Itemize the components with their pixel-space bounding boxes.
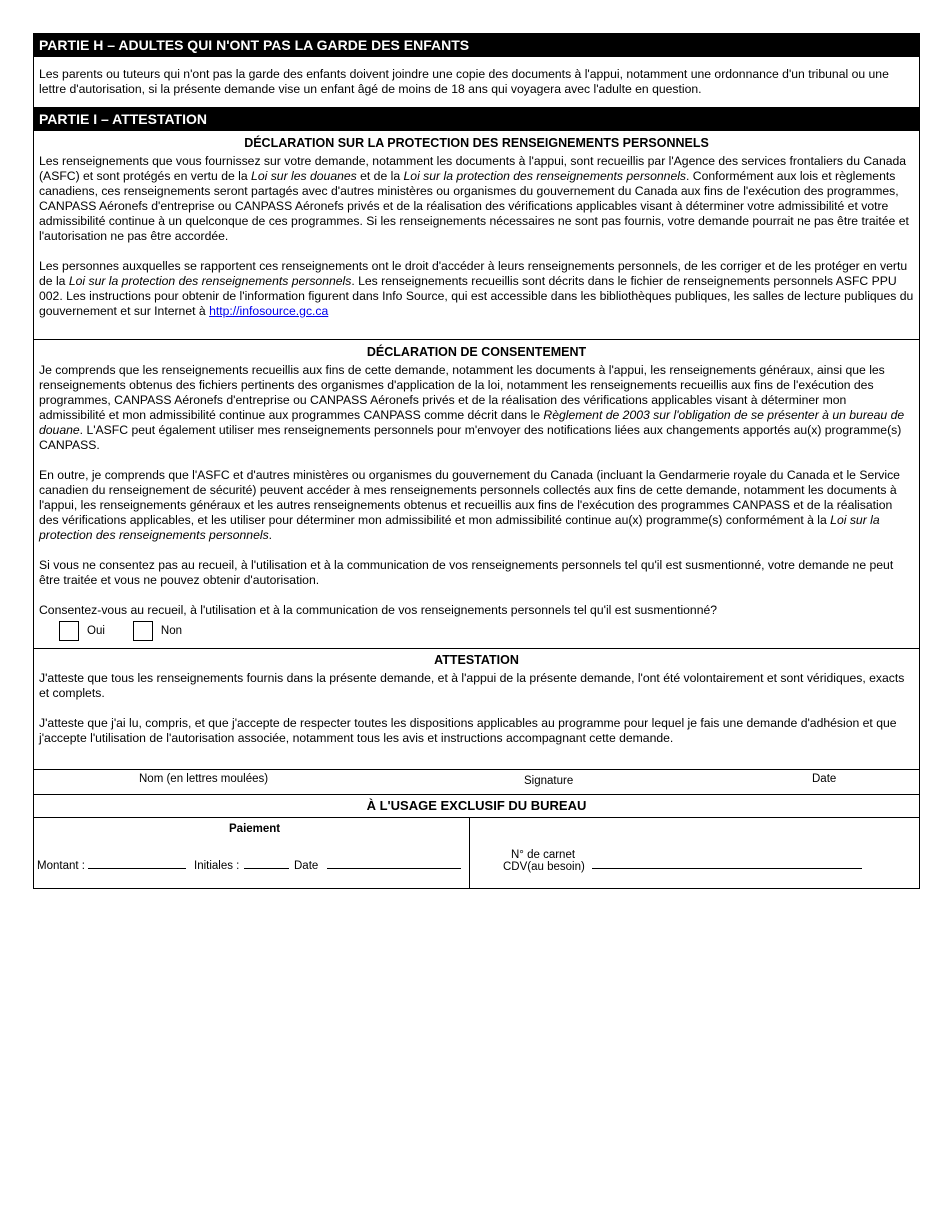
consent-yes-checkbox[interactable] [59,621,79,641]
amount-label: Montant : [37,860,85,872]
privacy-section [34,131,919,340]
office-use-section [34,818,919,889]
payment-date-label: Date [294,860,319,872]
office-use-title: À L'USAGE EXCLUSIF DU BUREAU [34,795,919,818]
initials-label: Initiales : [194,860,240,872]
privacy-paragraph-2: Les personnes auxquelles se rapportent ces renseignements ont le droit d'accéder à leurs renseignements personnels, de les corriger et de les protéger en vertu de la Loi sur la protection des renseignements personnels. Les renseignements recueillis sont décrits dans le fichier de renseignements personnels ASFC PPU 002. Les instructions pour obtenir de l'information figurent dans Info Source, qui est accessible dans les bibliothèques publiques, les salles de lecture publiques du gouvernement et sur Internet à http://infosource.gc.ca [39,259,914,318]
office-divider [469,818,470,888]
date-label: Date [812,773,837,785]
attestation-section [34,649,919,770]
consent-title: DÉCLARATION DE CONSENTEMENT [366,345,587,359]
carnet-label-2: CDV(au besoin) [503,861,585,873]
attestation-title: ATTESTATION [434,653,519,667]
form [33,33,920,889]
part-h-box [34,57,919,107]
carnet-field[interactable] [592,868,862,869]
consent-options [39,618,914,644]
part-h-header: PARTIE H – ADULTES QUI N'ONT PAS LA GARDE DES ENFANTS [34,33,919,57]
amount-field[interactable] [88,868,186,869]
consent-yes-label: Oui [87,625,105,637]
privacy-paragraph-1: Les renseignements que vous fournissez sur votre demande, notamment les documents à l'appui, sont recueillis par l'Agence des services frontaliers du Canada (ASFC) et sont protégés en vertu de la Loi sur les douanes et de la Loi sur la protection des renseignements personnels. Conformément aux lois et règlements canadiens, ces renseignements seront partagés avec d'autres ministères ou organismes du gouvernement du Canada aux fins de l'exécution des programmes, CANPASS Aéronefs d'entreprise ou CANPASS Aéronefs privés et de la réalisation des vérifications applicables visant à déterminer votre admissibilité et votre admissibilité continue à un quelconque de ces programmes. Si les renseignements nécessaires ne sont pas fournis, votre demande pourrait ne pas être traitée et l'autorisation ne pas être accordée. [39,154,909,243]
part-h-text: Les parents ou tuteurs qui n'ont pas la garde des enfants doivent joindre une copie des documents à l'appui, notamment une ordonnance d'un tribunal ou une lettre d'autorisation, si la présente demande vise un enfant âgé de moins de 18 ans qui voyagera avec l'adulte en question. [39,67,889,96]
consent-paragraph-1: Je comprends que les renseignements recueillis aux fins de cette demande, notamment les documents à l'appui, les renseignements généraux, ainsi que les renseignements obtenus des fichiers pertinents des organismes d'application de la loi, notamment les renseignements recueillis aux fins de l'exécution des programmes, CANPASS Aéronefs d'entreprise ou CANPASS Aéronefs privés et de la réalisation des vérifications applicables visant à déterminer mon admissibilité et mon admissibilité continue aux programmes CANPASS comme décrit dans le Règlement de 2003 sur l'obligation de se présenter à un bureau de douane. L'ASFC peut également utiliser mes renseignements personnels pour m'envoyer des notifications liées aux changements apportés au(x) programme(s) CANPASS. [39,363,905,452]
consent-no-checkbox[interactable] [133,621,153,641]
consent-paragraph-3: Si vous ne consentez pas au recueil, à l'utilisation et à la communication de vos renseignements personnels tel qu'il est susmentionné, votre demande ne peut être traitée et vous ne pouvez obtenir d'autorisation. [39,558,894,587]
name-label: Nom (en lettres moulées) [139,773,269,785]
consent-paragraph-2: En outre, je comprends que l'ASFC et d'autres ministères ou organismes du gouvernement du Canada (incluant la Gendarmerie royale du Canada et le Service canadien du renseignement de sécurité) peuvent accéder à mes renseignements personnels collectés aux fins de cette demande, notamment les documents à l'appui, les renseignements généraux et les autres renseignements obtenus et recueillis aux fins de l'exécution des programmes CANPASS et de la réalisation des vérifications applicables, et les utiliser pour déterminer mon admissibilité et mon admissibilité continue au(x) programme(s) conformément à la Loi sur la protection des renseignements personnels. [39,468,900,542]
consent-section [34,340,919,649]
consent-question: Consentez-vous au recueil, à l'utilisation et à la communication de vos renseignements personnels tel qu'il est susmentionné? [39,603,718,617]
infosource-link[interactable]: http://infosource.gc.ca [209,304,329,318]
part-i-header: PARTIE I – ATTESTATION [34,107,919,131]
privacy-title: DÉCLARATION SUR LA PROTECTION DES RENSEIGNEMENTS PERSONNELS [244,136,709,150]
signature-label: Signature [524,775,574,787]
payment-date-field[interactable] [327,868,461,869]
signature-row [34,770,919,795]
initials-field[interactable] [244,868,289,869]
attestation-paragraph-2: J'atteste que j'ai lu, compris, et que j'accepte de respecter toutes les dispositions applicables au programme pour lequel je fais une demande d'adhésion et que j'accepte l'utilisation de l'autorisation associée, notamment tous les avis et instructions accompagnant cette demande. [39,716,897,745]
attestation-paragraph-1: J'atteste que tous les renseignements fournis dans la présente demande, et à l'appui de la présente demande, l'ont été volontairement et sont véridiques, exacts et complets. [39,671,905,700]
carnet-label-1: N° de carnet [511,849,576,861]
consent-no-label: Non [160,625,183,637]
payment-label: Paiement [229,823,281,835]
